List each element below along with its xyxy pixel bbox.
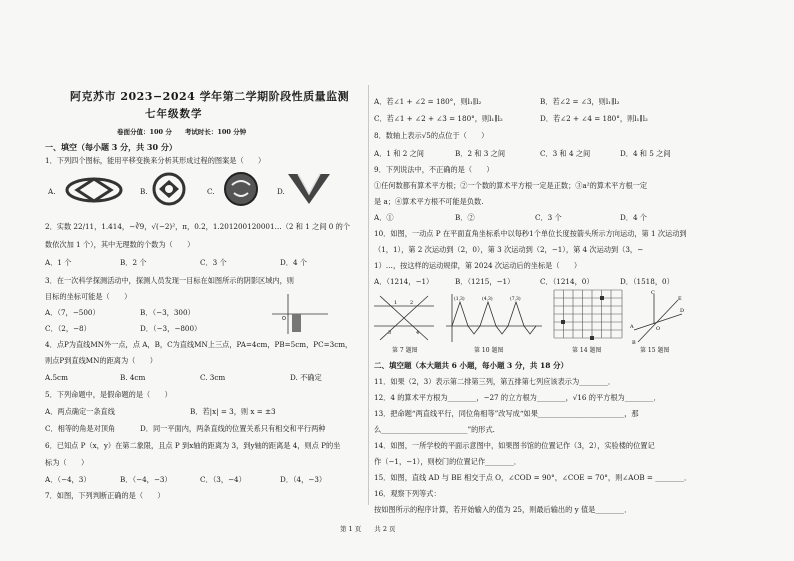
question-14-line-1: 14．如图，一所学校的平面示意图中，如果图书馆的位置记作（3，2），实验楼的位置记 [374,441,655,450]
section-2-heading: 二、填空题（本大题共 6 小题，每小题 3 分，共 18 分） [374,361,569,370]
q4-option-a: A.5cm [45,373,68,382]
q2-option-c: C．3 个 [200,258,227,267]
fig7-angle-1: 1 [394,300,398,306]
fig15-label-a: A [630,324,634,330]
q8-option-d: D．4 和 5 之间 [620,149,671,158]
q5-option-c: C．相等的角是对顶角 [45,424,116,433]
q6-option-d: D．（4，−3） [280,475,327,484]
question-9: 9．下列说法中，不正确的是（ ） [374,165,494,174]
q7-option-c: C．若∠1 + ∠2 + ∠3 = 180°，则l₁∥l₂ [374,114,503,123]
fig15-label-b: B [632,340,636,346]
fig15-label-d: D [680,308,685,314]
q5-option-a: A．两点确定一条直线 [45,407,115,416]
q7-option-b: B．若∠2 = ∠3，则l₁∥l₂ [540,97,620,106]
fig15-label-e: E [678,296,682,302]
exam-info: 卷面分值：100 分 考试时长：100 分钟 [117,128,247,136]
q7-option-a: A．若∠1 + ∠2 = 180°，则l₁∥l₂ [374,97,482,106]
figure-14-caption: 第 14 题图 [572,347,602,354]
q9-option-d: D．4 个 [620,213,647,222]
fig7-angle-2: 2 [410,300,414,306]
question-2-line-1: 2．实数 22/11，1.414，−∛9，√(−2)²，π，0.2，1.201200120001…（2 和 1 之间 0 的个 [45,222,351,231]
q6-option-c: C．（3，−4） [200,475,246,484]
question-6-line-2: 标为（ ） [45,458,89,467]
exam-title: 阿克苏市 2023−2024 学年第二学期阶段性质量监测 [70,90,350,103]
q4-option-c: C. 3cm [200,373,226,382]
q3-option-c: C．（2，−8） [45,324,91,333]
q1-option-d-label: D. [277,187,285,196]
figure-15-caption: 第 15 题图 [640,347,670,354]
q1-option-b-label: B. [140,187,148,196]
q3-option-d: D．（−3，−800） [140,324,202,333]
q1-option-a-logo-icon [65,175,123,205]
question-12: 12．4 的算术平方根为________，−27 的立方根为________，√16 的平方根为________． [374,393,661,402]
q4-option-b: B. 4cm [120,373,146,382]
fig7-angle-3: 3 [388,330,392,336]
q1-option-b-logo-icon [152,172,186,206]
fig10-point-3: (7,3) [510,297,521,302]
question-5: 5．下列命题中，是假命题的是（ ） [45,390,172,399]
question-10-line-3: 1）…，按这样的运动规律，第 2024 次运动后的坐标是（ ） [374,261,582,270]
question-14-line-2: 作（−1，−1），则校门的位置记作________． [374,457,521,466]
q3-option-a: A．（7，−500） [45,308,100,317]
q8-option-c: C．3 和 4 之间 [540,149,591,158]
figure-7-caption: 第 7 题图 [392,347,418,354]
svg-text:O: O [282,316,286,322]
q6-option-b: B．（−4，−3） [120,475,172,484]
figure-10-zigzag-path [444,290,544,345]
question-3-line-2: 目标的坐标可能是（ ） [45,292,132,301]
column-divider [368,85,369,505]
question-4-line-1: 4．点P为直线MN外一点，点 A，B，C为直线MN上三点，PA=4cm，PB=5cm，PC=3cm， [45,340,353,349]
question-13-line-2: 么________________________”的形式. [374,425,495,434]
q1-option-d-logo-icon [286,170,332,206]
question-16: 16．观察下列等式： [374,489,441,498]
exam-subtitle: 七年级数学 [145,108,203,120]
fig15-label-o: O [656,326,661,332]
fig10-point-1: (1,3) [454,297,465,302]
q2-option-d: D．4 个 [280,258,307,267]
q5-option-d: D．同一平面内，两条直线的位置关系只有相交和平行两种 [140,424,326,433]
question-16-program: 按如图所示的程序计算，若开始输入的值为 25，则最后输出的 y 值是________． [374,505,632,514]
q1-option-c-label: C. [207,187,215,196]
q9-option-b: B．② [455,213,475,222]
question-7: 7．如图，下列判断正确的是（ ） [45,491,165,500]
figure-10-caption: 第 10 题图 [474,347,504,354]
page-footer: 第 1 页 共 2 页 [340,525,396,533]
fig15-label-c: C [651,290,655,296]
question-9-line-1: ①任何数都有算术平方根；②一个数的算术平方根一定是正数；③a²的算术平方根一定 [374,181,648,190]
question-11: 11．如果（2，3）表示第二排第三列，第五排第七列应该表示为________． [374,377,616,386]
fig10-point-2: (4,3) [482,297,493,302]
q10-option-b: B．（1215，−1） [455,277,515,286]
question-3-line-1: 3．在一次科学探测活动中，探测人员发现一目标在如图所示的阴影区域内，则 [45,276,294,285]
question-10-line-1: 10．如图，一动点 P 在平面直角坐标系中以每秒1个单位长度按箭头所示方向运动，第 1 次运动到 [374,229,687,238]
q1-option-c-logo-icon [222,171,260,207]
q6-option-a: A．（−4，3） [45,475,91,484]
question-4-line-2: 则点P到直线MN的距离为（ ） [45,356,157,365]
question-15: 15．如图，直线 AD 与 BE 相交于点 O，∠COD = 90°，∠COE = 70°，则∠AOB = ________． [374,473,692,482]
q1-option-a-label: A. [48,187,56,196]
section-1-heading: 一、填空（每小题 3 分，共 30 分） [45,142,177,152]
question-13-line-1: 13．把命题“两直线平行，同位角相等”改写成“如果________________________，那 [374,409,639,418]
question-8: 8．数轴上表示√5的点位于（ ） [374,131,489,140]
question-9-line-2: 是 a；④算术平方根不可能是负数. [374,197,484,206]
q5-option-b: B．若|x| = 3，则 x = ±3 [190,407,276,416]
q9-option-c: C．3 个 [535,213,562,222]
q8-option-b: B．2 和 3 之间 [455,149,506,158]
q10-option-c: C．（1214，0） [540,277,594,286]
q10-option-a: A．（1214，−1） [374,277,434,286]
question-1: 1．下列四个图标，能用平移变换来分析其形成过程的图案是（ ） [45,156,266,165]
q2-option-b: B．2 个 [120,258,147,267]
q2-option-a: A．1 个 [45,258,72,267]
question-10-line-2: （1，1），第 2 次运动到（2，0），第 3 次运动到（2，−1），第 4 次运动到（3，− [374,245,644,254]
q10-option-d: D．（1518，0） [620,277,674,286]
q7-option-d: D．若∠2 + ∠4 = 180°，则l₁∥l₂ [540,114,648,123]
q3-option-b: B．（−3，300） [140,308,195,317]
question-2-line-2: 数依次加 1 个），其中无理数的个数为（ ） [45,240,195,249]
figure-14-school-grid [552,288,624,346]
q4-option-d: D. 不确定 [290,373,322,382]
q8-option-a: A．1 和 2 之间 [374,149,424,158]
fig7-angle-4: 4 [416,330,420,336]
figure-15-intersecting-lines [630,290,686,346]
figure-7-parallel-lines [372,292,436,344]
question-6-line-1: 6．已知点 P（x，y）在第二象限，且点 P 到x轴的距离为 3，到y轴的距离是 4，则点 P的坐 [45,441,341,450]
q3-coordinate-figure [270,292,332,336]
q9-option-a: A．① [374,213,394,222]
